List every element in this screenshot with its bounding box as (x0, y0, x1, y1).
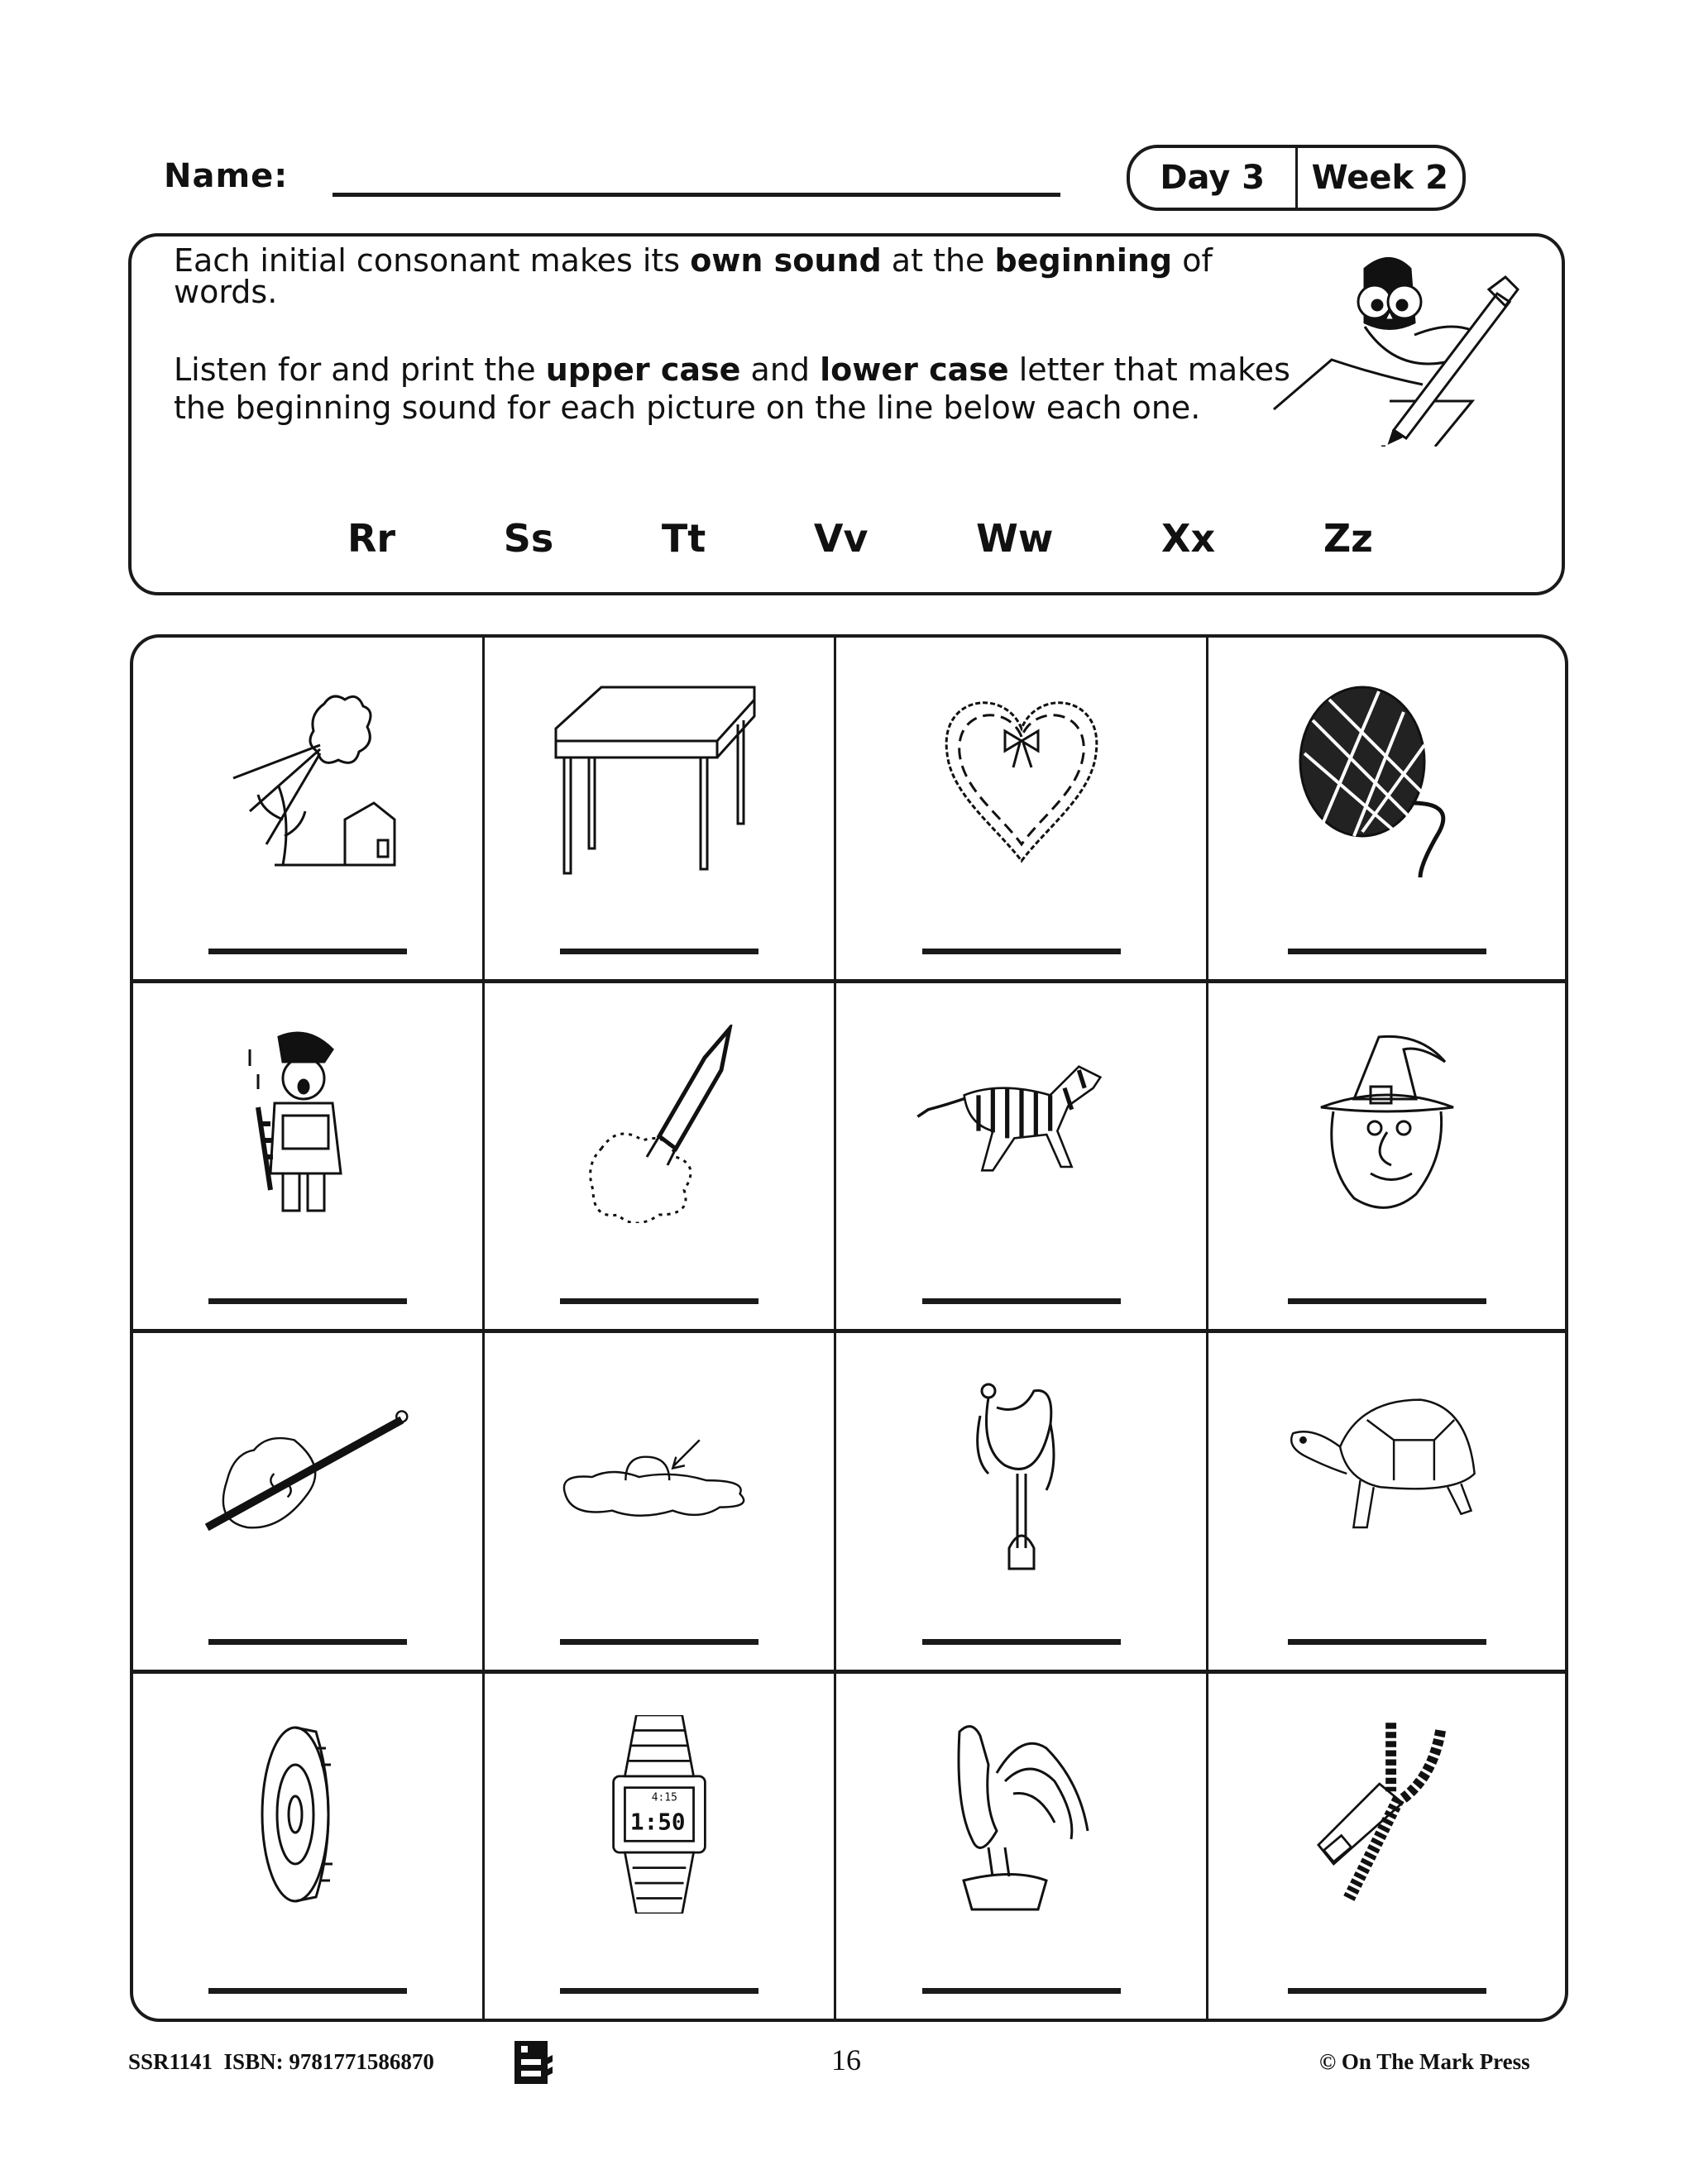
instruction-paragraph-2: Listen for and print the upper case and lower case letter that makes the beginning sound for each picture on the line below each one. (174, 351, 1290, 426)
picture-name (133, 1231, 482, 1232)
picture-cell (485, 1674, 836, 2019)
picture-name (485, 886, 834, 887)
caroler-singing-icon (200, 1025, 415, 1223)
page-number: 16 (831, 2043, 861, 2076)
zebra-icon (914, 1025, 1129, 1223)
picture-name (485, 1231, 834, 1232)
picture-cell (1208, 1674, 1565, 2019)
answer-line[interactable] (208, 1298, 407, 1304)
picture-cell (1208, 983, 1565, 1333)
answer-line[interactable] (208, 1639, 407, 1645)
day-week-badge (1127, 145, 1466, 211)
answer-line[interactable] (922, 1298, 1121, 1304)
name-label: Name: (164, 157, 289, 195)
answer-line[interactable] (560, 949, 758, 954)
owl-writing-with-pencil-icon (1266, 244, 1522, 447)
answer-line[interactable] (922, 949, 1121, 954)
day-label: Day 3 (1160, 159, 1266, 197)
picture-name (1208, 886, 1565, 887)
week-label: Week 2 (1295, 148, 1463, 208)
saddle-icon (914, 1374, 1129, 1573)
answer-line[interactable] (1288, 1298, 1486, 1304)
wristwatch-icon (552, 1715, 767, 1914)
answer-line[interactable] (208, 949, 407, 954)
picture-name (836, 1922, 1206, 1923)
answer-line[interactable] (208, 1988, 407, 1994)
answer-line[interactable] (922, 1639, 1121, 1645)
picture-cell (133, 638, 485, 983)
letter-tt: Tt (661, 516, 706, 561)
answer-line[interactable] (1288, 949, 1486, 954)
picture-name (836, 886, 1206, 887)
letter-rr: Rr (347, 516, 396, 561)
picture-name (1208, 1231, 1565, 1232)
picture-name (133, 886, 482, 887)
publisher-copyright: © On The Mark Press (1319, 2049, 1530, 2074)
svg-text:1:50: 1:50 (629, 1808, 686, 1836)
table-icon (552, 679, 767, 877)
picture-name (485, 1922, 834, 1923)
picture-cell (485, 1333, 836, 1674)
letter-vv: Vv (813, 516, 869, 561)
wind-blowing-icon (200, 679, 415, 877)
answer-line[interactable] (560, 1639, 758, 1645)
rooster-icon (914, 1715, 1129, 1914)
picture-cell (133, 1674, 485, 2019)
picture-cell (133, 1333, 485, 1674)
picture-cell (836, 1674, 1208, 2019)
svg-text:4:15: 4:15 (651, 1791, 677, 1804)
violin-icon (200, 1374, 415, 1573)
picture-cell (133, 983, 485, 1333)
name-input-line[interactable] (333, 193, 1060, 197)
answer-line[interactable] (922, 1988, 1121, 1994)
answer-line[interactable] (1288, 1639, 1486, 1645)
picture-cell (836, 638, 1208, 983)
picture-cell (836, 1333, 1208, 1674)
picture-cell (485, 983, 836, 1333)
witch-icon (1280, 1025, 1495, 1223)
tire-icon (200, 1715, 415, 1914)
letter-bank (347, 516, 1373, 561)
picture-name (133, 1581, 482, 1582)
picture-name (836, 1231, 1206, 1232)
book-stack-icon (513, 2041, 554, 2084)
letter-ww: Ww (976, 516, 1054, 561)
instruction-paragraph-1: Each initial consonant makes its own sound at the beginning of words. (174, 242, 1213, 310)
valentine-heart-icon (914, 679, 1129, 877)
rocket-icon (552, 1025, 767, 1223)
picture-cell (836, 983, 1208, 1333)
picture-name (133, 1922, 482, 1923)
yarn-ball-icon (1280, 679, 1495, 877)
picture-cell (485, 638, 836, 983)
picture-cell (1208, 638, 1565, 983)
picture-grid (130, 634, 1568, 2022)
answer-line[interactable] (1288, 1988, 1486, 1994)
answer-line[interactable] (560, 1988, 758, 1994)
picture-name (485, 1581, 834, 1582)
picture-name (1208, 1581, 1565, 1582)
letter-ss: Ss (503, 516, 554, 561)
picture-name (1208, 1922, 1565, 1923)
egg-yolk-icon (552, 1374, 767, 1573)
answer-line[interactable] (560, 1298, 758, 1304)
letter-zz: Zz (1323, 516, 1373, 561)
picture-cell (1208, 1333, 1565, 1674)
picture-name (836, 1581, 1206, 1582)
footer-product-code: SSR1141 ISBN: 9781771586870 (128, 2049, 434, 2074)
zipper-icon (1280, 1715, 1495, 1914)
letter-xx: Xx (1161, 516, 1216, 561)
turtle-icon (1280, 1374, 1495, 1573)
